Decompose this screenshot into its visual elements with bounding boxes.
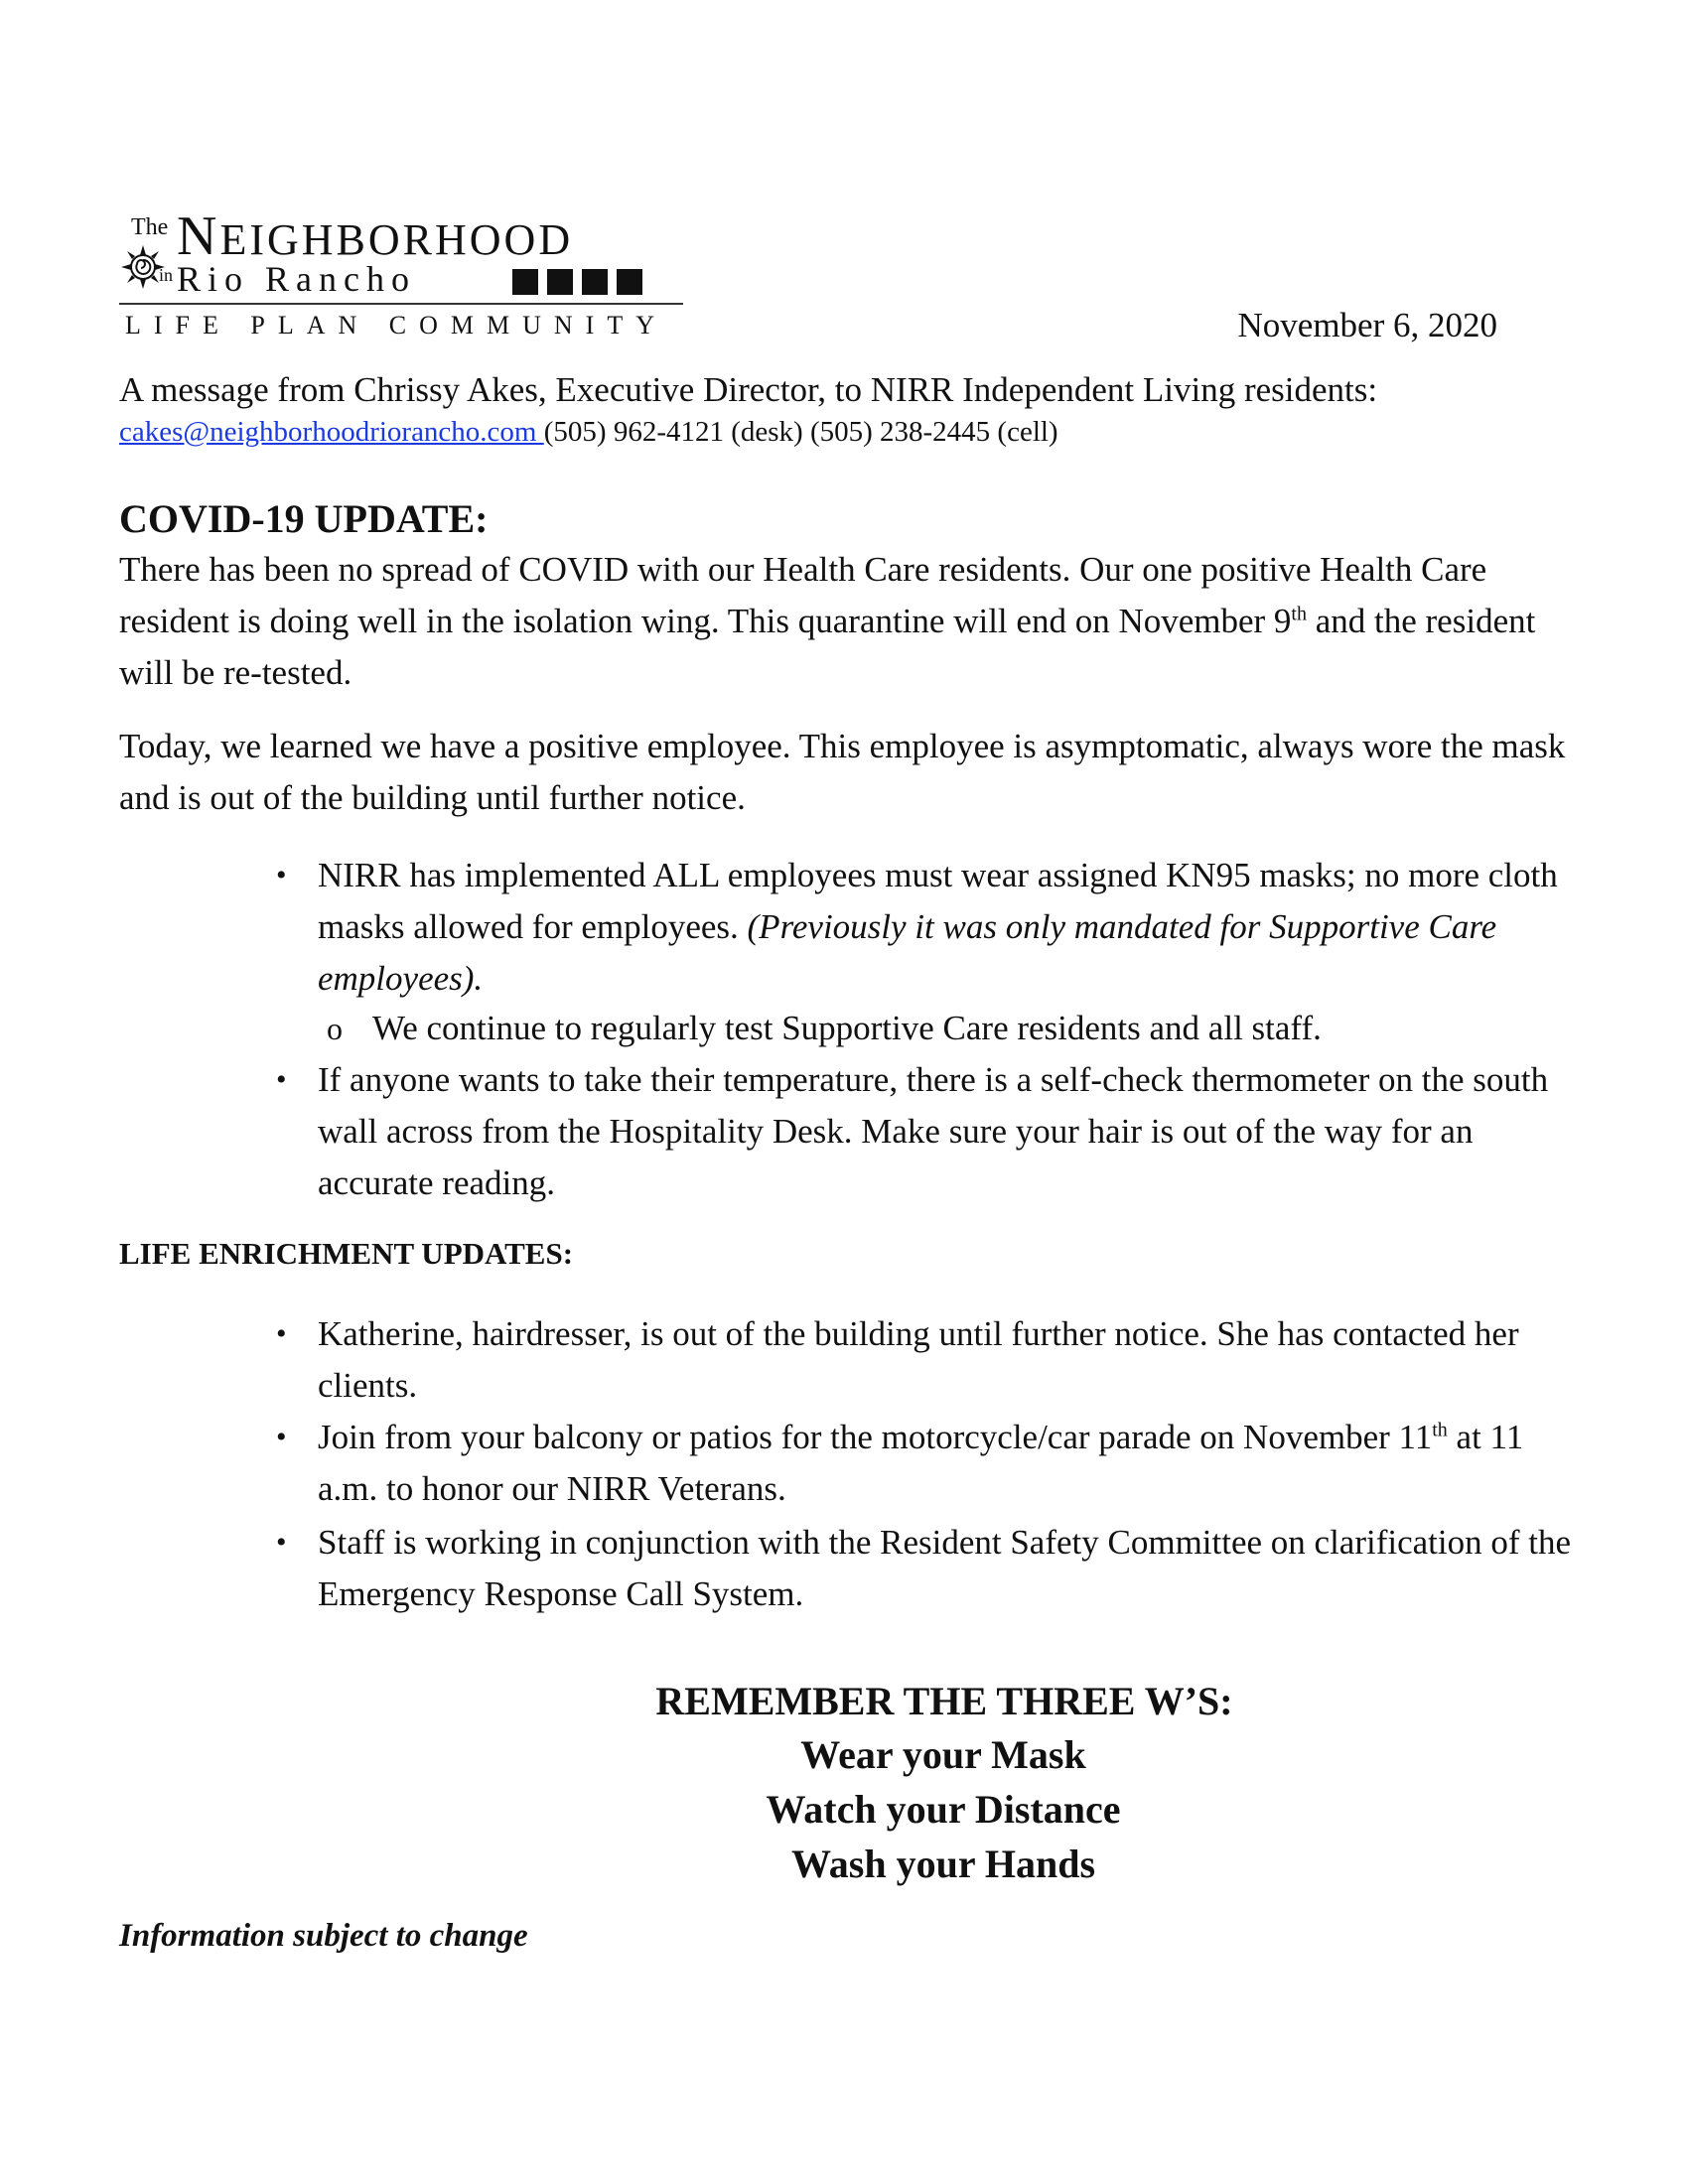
bullet-italic-note: (Previously it was only mandated for Supportive Care employees). [318,907,1497,998]
letter-date: November 6, 2020 [1237,306,1497,344]
sub-list-item [327,1003,1322,1054]
bullet-sup: th [1432,1419,1448,1441]
logo-neighborhood-rest: EIGHBORHOOD [219,215,574,264]
covid-bullet-list-2 [276,1054,1579,1209]
logo-tagline: LIFE PLAN COMMUNITY [125,311,667,340]
bullet-text: Katherine, hairdresser, is out of the building until further notice. She has contacted her clients. [318,1314,1519,1405]
life-bullet-list-3 [276,1517,1579,1620]
covid-bullet-list-1 [276,850,1579,1005]
logo-squares [512,269,642,295]
list-item [276,1054,1579,1209]
covid-p1-text-end: and the resident will be re-tested. [119,602,1536,692]
remember-line-hands: Wash your Hands [790,1842,1096,1886]
contact-line [119,415,1058,449]
covid-paragraph-2: Today, we learned we have a positive employee. This employee is asymptomatic, always wore the mask and is out of the building until further notice. [119,727,1566,817]
life-bullet-list-1 [276,1308,1579,1412]
life-enrichment-heading: LIFE ENRICHMENT UPDATES: [119,1236,574,1271]
life-bullet-list-2 [276,1412,1579,1515]
covid-paragraph-1 [119,544,1569,699]
remember-heading: REMEMBER THE THREE W’S: [655,1679,1233,1723]
bullet-icon: • [276,1063,287,1096]
covid-p1-sup: th [1291,603,1307,625]
footer-note: Information subject to change [119,1918,528,1954]
list-item [276,1308,1579,1412]
logo-divider [119,303,683,305]
bullet-icon: • [276,1526,287,1559]
remember-line-mask: Wear your Mask [800,1732,1086,1777]
circle-bullet-icon: o [327,1011,343,1046]
covid-heading: COVID-19 UPDATE: [119,496,489,541]
list-item [276,1412,1579,1515]
bullet-text: If anyone wants to take their temperature, there is a self-check thermometer on the south wall across from the Hospitality Desk. Make sure your hair is out of the way for an accurate reading. [318,1060,1549,1202]
bullet-icon: • [276,1317,287,1350]
logo-rio-rancho: Rio Rancho [177,259,416,299]
bullet-text: NIRR has implemented ALL employees must wear assigned KN95 masks; no more cloth masks allowed for employees. [318,856,1558,946]
list-item [276,1517,1579,1620]
sub-bullet-text: We continue to regularly test Supportive Care residents and all staff. [372,1009,1322,1047]
logo-neighborhood-initial: N [177,205,220,267]
list-item [276,850,1579,1005]
bullet-text: Staff is working in conjunction with the Resident Safety Committee on clarification of the Emergency Response Call System. [318,1523,1572,1613]
phone-numbers: (505) 962-4121 (desk) (505) 238-2445 (cell) [543,416,1058,448]
covid-p1-text: There has been no spread of COVID with our Health Care residents. Our one positive Health Care resident is doing well in the isolation wing. This quarantine will end on November 9 [119,550,1487,640]
remember-line-distance: Watch your Distance [766,1787,1121,1832]
logo-in: in [159,265,174,285]
bullet-icon: • [276,859,287,891]
organization-logo [119,204,690,342]
message-intro: A message from Chrissy Akes, Executive Director, to NIRR Independent Living residents: [119,370,1378,409]
email-link[interactable]: cakes@neighborhoodriorancho.com [119,416,544,448]
logo-the: The [131,214,169,240]
bullet-text-end: at 11 a.m. to honor our NIRR Veterans. [318,1418,1524,1508]
bullet-text: Join from your balcony or patios for the motorcycle/car parade on November 11 [318,1418,1433,1456]
bullet-icon: • [276,1421,287,1453]
